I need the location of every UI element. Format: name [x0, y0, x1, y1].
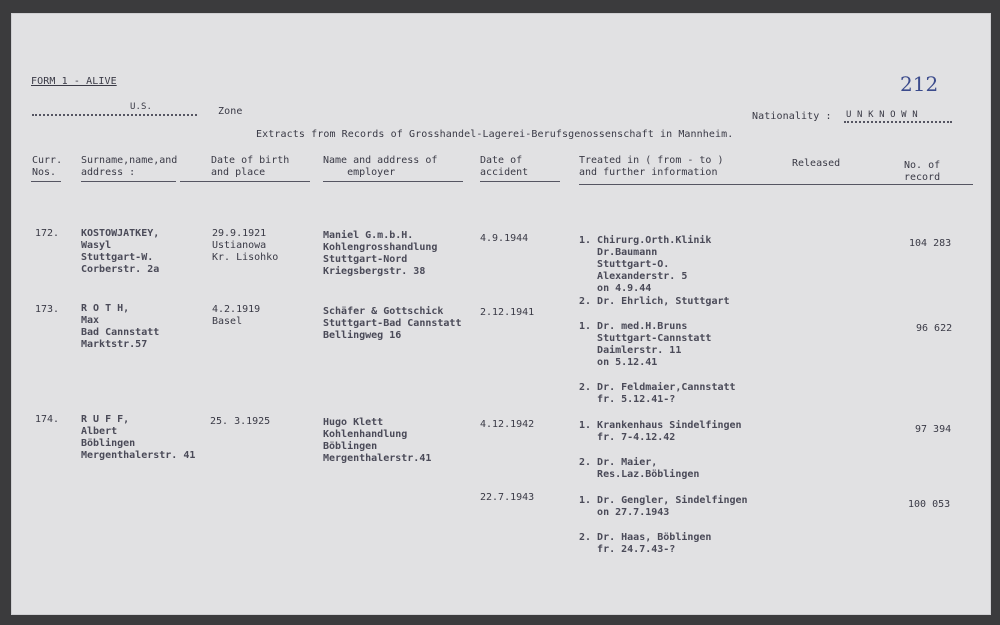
record-accident-date: 22.7.1943: [480, 492, 535, 503]
record-name-address: R U F F, Albert Böblingen Mergenthalerstr. 41: [81, 414, 196, 461]
header-dob: Date of birth and place: [211, 155, 290, 178]
record-number: 174.: [35, 414, 60, 425]
record-birth: 25. 3.1925: [210, 416, 271, 427]
record-employer: Maniel G.m.b.H. Kohlengrosshandlung Stuttgart-Nord Kriegsbergstr. 38: [323, 230, 438, 277]
record-accident-date: 2.12.1941: [480, 307, 535, 318]
record-number: 172.: [35, 228, 60, 239]
header-curr-nos: Curr. Nos.: [32, 155, 63, 178]
zone-dotted-line: [32, 114, 197, 116]
document-sheet: [11, 13, 991, 615]
header-accident: Date of accident: [480, 155, 529, 178]
nationality-dotted-line: [844, 121, 952, 123]
header-released: Released: [792, 158, 841, 169]
record-employer: Hugo Klett Kohlenhandlung Böblingen Mergenthalerstr.41: [323, 417, 432, 464]
record-treatment: 2. Dr. Maier, Res.Laz.Böblingen: [579, 457, 700, 480]
record-number: 173.: [35, 304, 60, 315]
record-treatment: 1. Krankenhaus Sindelfingen fr. 7-4.12.42: [579, 420, 742, 443]
header-underline: [480, 181, 560, 182]
header-treated: Treated in ( from - to ) and further information: [579, 155, 724, 178]
record-employer: Schäfer & Gottschick Stuttgart-Bad Cannstatt Bellingweg 16: [323, 306, 462, 341]
header-record: No. of record: [904, 160, 941, 183]
header-underline: [180, 181, 310, 182]
record-accident-date: 4.9.1944: [480, 233, 529, 244]
header-underline: [579, 184, 973, 185]
nationality-value: U N K N O W N: [846, 110, 918, 120]
handwritten-page-number: 212: [900, 72, 939, 96]
nationality-label: Nationality :: [752, 111, 832, 122]
header-surname: Surname,name,and address :: [81, 155, 178, 178]
record-accident-date: 4.12.1942: [480, 419, 535, 430]
record-file-number: 104 283: [909, 238, 952, 249]
zone-label: Zone: [218, 106, 243, 117]
record-treatment: 2. Dr. Feldmaier,Cannstatt fr. 5.12.41-?: [579, 382, 736, 405]
header-underline: [81, 181, 176, 182]
record-file-number: 96 622: [916, 323, 953, 334]
record-treatment: 1. Chirurg.Orth.Klinik Dr.Baumann Stuttgart-O. Alexanderstr. 5 on 4.9.44: [579, 235, 712, 294]
zone-value: U.S.: [130, 102, 153, 112]
record-treatment: 1. Dr. Gengler, Sindelfingen on 27.7.1943: [579, 495, 748, 518]
record-birth: 29.9.1921 Ustianowa Kr. Lisohko: [212, 228, 279, 263]
record-name-address: KOSTOWJATKEY, Wasyl Stuttgart-W. Corberstr. 2a: [81, 228, 160, 275]
header-underline: [323, 181, 463, 182]
record-treatment: 2. Dr. Haas, Böblingen fr. 24.7.43-?: [579, 532, 712, 555]
record-file-number: 100 053: [908, 499, 951, 510]
extract-title: Extracts from Records of Grosshandel-Lagerei-Berufsgenossenschaft in Mannheim.: [256, 129, 734, 140]
record-treatment: 2. Dr. Ehrlich, Stuttgart: [579, 296, 730, 307]
record-birth: 4.2.1919 Basel: [212, 304, 261, 327]
record-file-number: 97 394: [915, 424, 952, 435]
header-underline: [31, 181, 61, 182]
form-title: FORM 1 - ALIVE: [31, 76, 117, 87]
header-employer: Name and address of employer: [323, 155, 438, 178]
record-treatment: 1. Dr. med.H.Bruns Stuttgart-Cannstatt Daimlerstr. 11 on 5.12.41: [579, 321, 712, 368]
record-name-address: R O T H, Max Bad Cannstatt Marktstr.57: [81, 303, 160, 350]
